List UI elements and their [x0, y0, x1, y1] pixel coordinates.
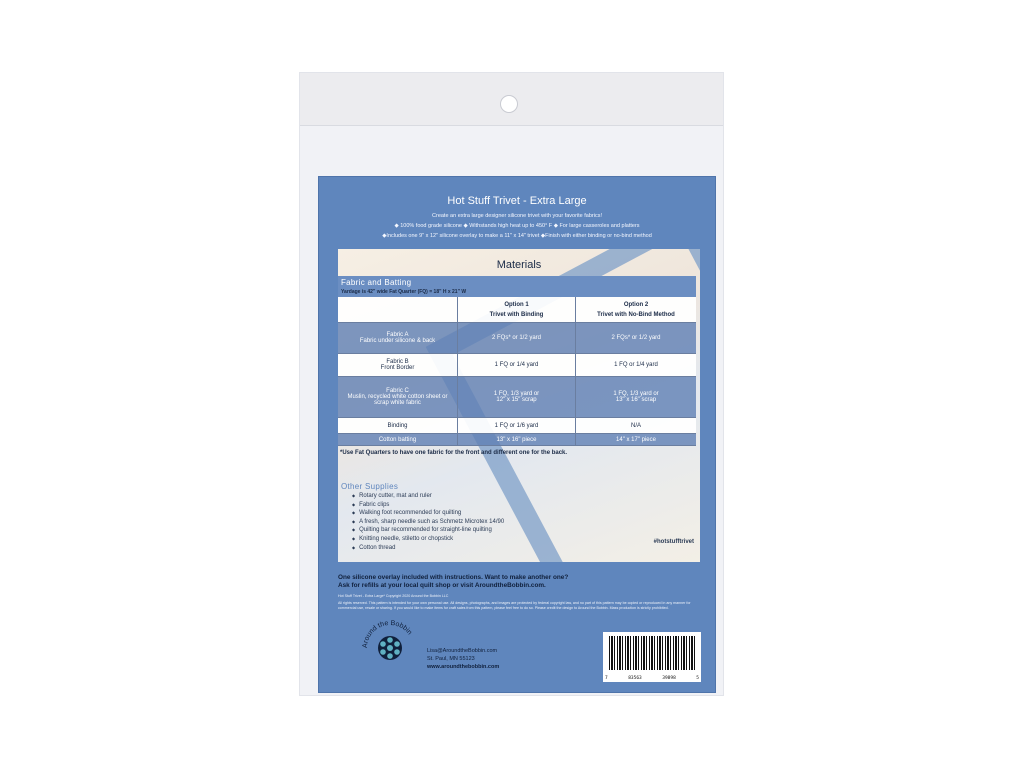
materials-table [338, 276, 696, 446]
upc-barcode [603, 632, 701, 682]
option1-value-extra: 12" x 15" scrap [496, 397, 537, 403]
header-cell [458, 297, 576, 322]
hashtag: #hotstufftrivet [653, 539, 694, 545]
option2-value: 1 FQ or 1/4 yard [614, 362, 658, 368]
features-line-2: ◆Includes one 9" x 12" silicone overlay to make a 11" x 14" trivet ◆Finish with either binding or no-bind method [382, 233, 652, 239]
features-line-1: ◆ 100% food grade silicone ◆ Withstands high heat up to 450° F ◆ For large casseroles and platters [394, 223, 640, 229]
item-label: Fabric A [386, 332, 409, 338]
section-title: Fabric and Batting [338, 276, 696, 289]
option1-value: 13" x 16" piece [496, 436, 537, 443]
refill-notice [338, 574, 568, 590]
table-row [338, 323, 696, 354]
header-cell [576, 297, 696, 322]
materials-heading: Materials [496, 259, 542, 271]
copyright-line: Hot Stuff Trivet - Extra Large* Copyright 2020 Around the Bobbin LLC [338, 594, 449, 598]
header-label: Option 1 [504, 301, 529, 308]
option2-cell [576, 434, 696, 445]
contact-info [427, 647, 499, 671]
option1-cell [458, 418, 576, 433]
item-cell [338, 434, 458, 445]
barcode-digits [605, 676, 699, 681]
supplies-heading: Other Supplies [341, 482, 399, 491]
contact-city: St. Paul, MN 55123 [427, 656, 475, 662]
barcode-digit: 39898 [662, 676, 676, 681]
option1-cell [458, 434, 576, 445]
fat-quarter-footnote: *Use Fat Quarters to have one fabric for the front and different one for the back. [340, 450, 568, 456]
contact-website: www.aroundthebobbin.com [427, 664, 500, 670]
bag-header [300, 73, 723, 126]
item-cell [338, 354, 458, 376]
header-label: Trivet with Binding [489, 311, 544, 318]
item-detail: Muslin, recycled white cotton sheet or scrap white fabric [347, 394, 448, 406]
barcode-digit: 83563 [628, 676, 642, 681]
card-subtitle: Create an extra large designer silicone trivet with your favorite fabrics! [432, 213, 602, 219]
supplies-list [352, 493, 504, 553]
contact-email: Lisa@AroundtheBobbin.com [427, 648, 498, 654]
option2-value: 1 FQ, 1/3 yard or [613, 391, 659, 397]
yardage-note: Yardage is 42" wide Fat Quarter (FQ) = 18" H x 21" W [338, 289, 696, 297]
option1-value: 1 FQ or 1/4 yard [494, 362, 539, 368]
option2-value: N/A [630, 422, 641, 429]
barcode-bars [609, 636, 695, 670]
option2-cell [576, 418, 696, 433]
option2-value-extra: 13" x 16" scrap [615, 397, 657, 403]
card-title: Hot Stuff Trivet - Extra Large [447, 195, 587, 207]
table-row [338, 434, 696, 446]
hang-hole [500, 95, 518, 113]
around-the-bobbin-logo [361, 619, 419, 677]
option1-value: 1 FQ or 1/6 yard [494, 422, 539, 429]
barcode-digit: 5 [696, 676, 699, 681]
option2-value: 14" x 17" piece [616, 436, 656, 443]
option1-cell [458, 323, 576, 353]
logo-text: Around the Bobbin [361, 619, 413, 649]
barcode-digit: 7 [605, 676, 608, 681]
header-cell [338, 297, 458, 322]
item-detail: Fabric under silicone & back [359, 338, 436, 344]
option1-value: 1 FQ, 1/3 yard or [493, 391, 540, 397]
item-label: Fabric B [386, 359, 409, 365]
table-row [338, 354, 696, 377]
option2-cell [576, 377, 696, 417]
header-label: Option 2 [623, 301, 649, 308]
option2-value: 2 FQs* or 1/2 yard [611, 335, 661, 341]
list-item: ◆ A fresh, sharp needle such as Schmetz Microtex 14/90 [352, 519, 504, 528]
option1-value: 2 FQs* or 1/2 yard [491, 335, 542, 341]
legal-text: All rights reserved. This pattern is intended for your own personal use. All designs, photographs, and images are protected by federal copyright law, and no part of this pattern may be copied or reproduced in any manner for commercial use, resale or sharing. If you would like to make items for craft sales from this pattern, please feel free to do so. Please credit the design to Around the Bobbin. Mass production is strictly prohibited. [338, 601, 691, 610]
list-item: ◆ Knitting needle, stiletto or chopstick [352, 536, 504, 545]
option2-cell [576, 354, 696, 376]
item-detail: Front Border [380, 365, 415, 371]
item-label: Cotton batting [378, 436, 417, 443]
item-label: Binding [387, 422, 408, 429]
list-item: ◆ Walking foot recommended for quilting [352, 510, 504, 519]
table-row [338, 418, 696, 434]
item-label: Fabric C [386, 388, 409, 394]
item-cell [338, 377, 458, 417]
trivet-photo [338, 249, 700, 562]
list-item: ◆ Rotary cutter, mat and ruler [352, 493, 504, 502]
table-row [338, 377, 696, 418]
list-item: ◆ Fabric clips [352, 502, 504, 511]
option2-cell [576, 323, 696, 353]
list-item: ◆ Quilting bar recommended for straight-line quilting [352, 527, 504, 536]
header-label: Trivet with No-Bind Method [597, 311, 675, 318]
refill-line-2: Ask for refills at your local quilt shop or visit AroundtheBobbin.com. [338, 582, 546, 589]
pattern-card [318, 176, 716, 693]
item-cell [338, 323, 458, 353]
table-header-row [338, 297, 696, 323]
list-item: ◆ Cotton thread [352, 545, 504, 554]
option1-cell [458, 354, 576, 376]
option1-cell [458, 377, 576, 417]
item-cell [338, 418, 458, 433]
refill-line-1: One silicone overlay included with instructions. Want to make another one? [338, 574, 569, 581]
